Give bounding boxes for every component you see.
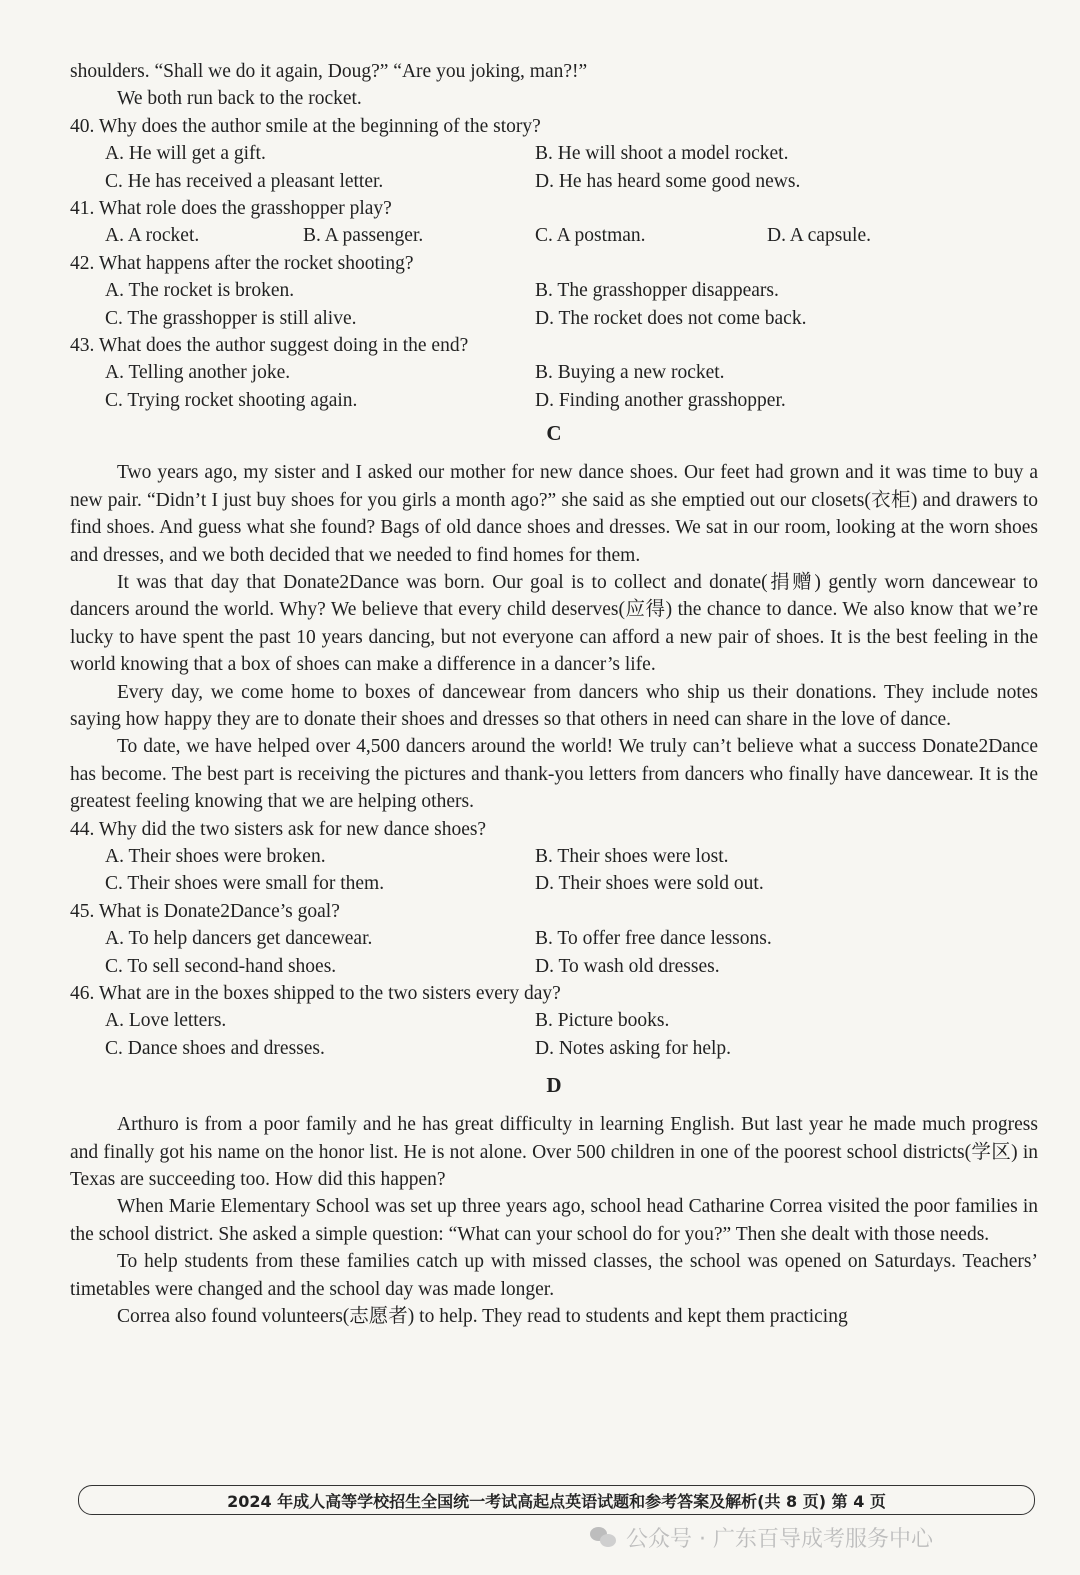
text-line: We both run back to the rocket. (117, 88, 362, 110)
section-title-c: C (546, 421, 562, 446)
option-b: B. The grasshopper disappears. (535, 280, 779, 302)
question-stem: 40. Why does the author smile at the beginning of the story? (70, 115, 541, 137)
options-row (70, 925, 1038, 952)
question-stem: 41. What role does the grasshopper play? (70, 198, 392, 220)
wechat-icon (590, 1525, 618, 1549)
options-row (70, 222, 1038, 249)
option-b: B. Their shoes were lost. (535, 845, 729, 867)
text-line: shoulders. “Shall we do it again, Doug?” “Are you joking, man?!” (70, 61, 588, 82)
option-d: D. Notes asking for help. (535, 1037, 732, 1059)
option-d: D. Their shoes were sold out. (535, 873, 764, 895)
passage-paragraph: When Marie Elementary School was set up three years ago, school head Catharine Correa visited the poor families in the school district. She asked a simple question: “What can your school do for you?” Then she dealt with those needs. (70, 1196, 1038, 1245)
options-row (70, 1035, 1038, 1062)
option-b: B. Buying a new rocket. (535, 362, 725, 384)
option-c: C. Their shoes were small for them. (105, 873, 385, 895)
passage-paragraph: Arthuro is from a poor family and he has great difficulty in learning English. But last year he made much progress and finally got his name on the honor list. He is not alone. Over 500 children in one of the poorest school districts(学区) in Texas are succeeding too. How did this happen? (70, 1114, 1038, 1191)
option-a: A. To help dancers get dancewear. (105, 928, 373, 950)
option-d: D. Finding another grasshopper. (535, 389, 786, 411)
exam-page (70, 58, 1038, 1330)
options-row (70, 168, 1038, 195)
option-a: A. A rocket. (105, 225, 200, 247)
option-d: D. He has heard some good news. (535, 170, 801, 192)
section-title-d: D (546, 1073, 562, 1098)
options-row (70, 277, 1038, 304)
option-c: C. The grasshopper is still alive. (105, 307, 357, 329)
option-a: A. Telling another joke. (105, 362, 291, 384)
page-footer: 2024 年成人高等学校招生全国统一考试高起点英语试题和参考答案及解析(共 8 页) 第 4 页 (78, 1485, 1035, 1515)
question-stem: 46. What are in the boxes shipped to the two sisters every day? (70, 983, 561, 1004)
option-c: C. Trying rocket shooting again. (105, 389, 358, 411)
option-c: C. He has received a pleasant letter. (105, 170, 384, 192)
options-row (70, 870, 1038, 897)
options-row (70, 305, 1038, 332)
option-d: D. A capsule. (767, 225, 871, 247)
option-a: A. He will get a gift. (105, 143, 266, 165)
question-stem: 43. What does the author suggest doing in the end? (70, 335, 469, 357)
option-c: C. A postman. (535, 225, 646, 247)
options-row (70, 843, 1038, 870)
option-c: C. To sell second-hand shoes. (105, 955, 337, 977)
passage-paragraph: Two years ago, my sister and I asked our mother for new dance shoes. Our feet had grown and it was time to buy a new pair. “Didn’t I just buy shoes for you girls a month ago?” she said as she emptied out our closets(衣柜) and drawers to find shoes. And guess what she found? Bags of old dance shoes and dresses. We sat in our room, looking at the worn shoes and dresses, and we both decided that we needed to find homes for them. (70, 462, 1038, 566)
option-a: A. Their shoes were broken. (105, 845, 326, 867)
question-stem: 42. What happens after the rocket shooting? (70, 252, 414, 274)
passage-paragraph: To help students from these families catch up with missed classes, the school was opened on Saturdays. Teachers’ timetables were changed and the school day was made longer. (70, 1251, 1038, 1300)
passage-paragraph: It was that day that Donate2Dance was born. Our goal is to collect and donate(捐赠) gently worn dancewear to dancers around the world. Why? We believe that every child deserves(应得) the chance to dance. We also know that we’re lucky to have spent the past 10 years dancing, but not everyone can afford a new pair of shoes. It is the best feeling in the world knowing that a box of shoes can make a difference in a dancer’s life. (70, 571, 1038, 676)
question-stem: 45. What is Donate2Dance’s goal? (70, 900, 340, 922)
option-b: B. To offer free dance lessons. (535, 928, 772, 950)
options-row (70, 387, 1038, 414)
options-row (70, 1007, 1038, 1034)
option-a: A. The rocket is broken. (105, 280, 295, 302)
option-d: D. To wash old dresses. (535, 955, 720, 977)
options-row (70, 140, 1038, 167)
option-b: B. Picture books. (535, 1010, 670, 1032)
watermark (590, 1517, 933, 1557)
passage-paragraph: To date, we have helped over 4,500 dancers around the world! We truly can’t believe what a success Donate2Dance has become. The best part is receiving the pictures and thank-you letters from dancers who finally have dancewear. It is the greatest feeling knowing that we are helping others. (70, 736, 1038, 813)
options-row (70, 359, 1038, 386)
question-stem: 44. Why did the two sisters ask for new dance shoes? (70, 818, 487, 840)
passage-paragraph: Correa also found volunteers(志愿者) to help. They read to students and kept them practicing (117, 1306, 848, 1328)
watermark-text: 公众号 · 广东百导成考服务中心 (626, 1526, 933, 1552)
option-c: C. Dance shoes and dresses. (105, 1037, 325, 1059)
option-b: B. He will shoot a model rocket. (535, 143, 789, 165)
option-d: D. The rocket does not come back. (535, 307, 807, 329)
passage-paragraph: Every day, we come home to boxes of dancewear from dancers who ship us their donations. They include notes saying how happy they are to donate their shoes and dresses so that others in need can share in the love of dance. (70, 681, 1038, 730)
option-b: B. A passenger. (303, 225, 424, 247)
option-a: A. Love letters. (105, 1010, 227, 1032)
options-row (70, 953, 1038, 980)
